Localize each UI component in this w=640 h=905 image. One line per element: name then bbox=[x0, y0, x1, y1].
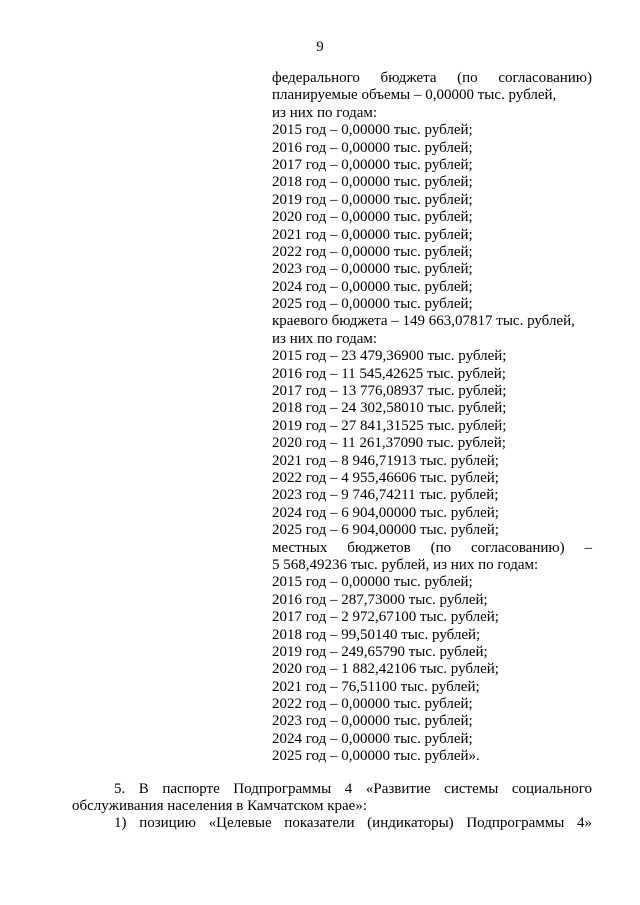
funding-line: 2020 год – 11 261,37090 тыс. рублей; bbox=[272, 435, 506, 452]
funding-line: 2023 год – 9 746,74211 тыс. рублей; bbox=[272, 487, 499, 504]
funding-line: 2021 год – 8 946,71913 тыс. рублей; bbox=[272, 452, 499, 469]
funding-line: 2015 год – 0,00000 тыс. рублей; bbox=[272, 122, 473, 139]
funding-column bbox=[272, 70, 592, 766]
paragraph-5-line-2: обслуживания населения в Камчатском крае»: bbox=[72, 798, 367, 815]
paragraph-5-1 bbox=[72, 815, 592, 832]
funding-line: 2016 год – 287,73000 тыс. рублей; bbox=[272, 591, 488, 608]
funding-line: 2021 год – 0,00000 тыс. рублей; bbox=[272, 226, 473, 243]
paragraph-5-line-1: 5. В паспорте Подпрограммы 4 «Развитие системы социального bbox=[114, 781, 592, 797]
funding-line: 2021 год – 76,51100 тыс. рублей; bbox=[272, 678, 480, 695]
funding-line: 2025 год – 6 904,00000 тыс. рублей; bbox=[272, 522, 499, 539]
funding-line: планируемые объемы – 0,00000 тыс. рублей, bbox=[272, 87, 557, 104]
funding-line: 2022 год – 0,00000 тыс. рублей; bbox=[272, 243, 473, 260]
funding-line: 2024 год – 0,00000 тыс. рублей; bbox=[272, 278, 473, 295]
funding-line: 2018 год – 0,00000 тыс. рублей; bbox=[272, 174, 473, 191]
funding-line-regional-heading: краевого бюджета – 149 663,07817 тыс. рублей, bbox=[272, 313, 575, 330]
funding-line: 2025 год – 0,00000 тыс. рублей». bbox=[272, 748, 480, 765]
funding-line: 2017 год – 2 972,67100 тыс. рублей; bbox=[272, 609, 499, 626]
funding-line: 2017 год – 0,00000 тыс. рублей; bbox=[272, 156, 473, 173]
funding-line: 5 568,49236 тыс. рублей, из них по годам: bbox=[272, 556, 539, 573]
funding-line-local-heading: местных бюджетов (по согласованию) – bbox=[272, 539, 592, 556]
funding-line: 2024 год – 0,00000 тыс. рублей; bbox=[272, 730, 473, 747]
funding-line: 2020 год – 0,00000 тыс. рублей; bbox=[272, 209, 473, 226]
funding-line: 2019 год – 0,00000 тыс. рублей; bbox=[272, 191, 473, 208]
funding-line: 2023 год – 0,00000 тыс. рублей; bbox=[272, 713, 473, 730]
funding-line: 2025 год – 0,00000 тыс. рублей; bbox=[272, 296, 473, 313]
funding-line: 2022 год – 4 955,46606 тыс. рублей; bbox=[272, 469, 499, 486]
paragraph-5 bbox=[72, 781, 592, 816]
funding-line: 2016 год – 0,00000 тыс. рублей; bbox=[272, 139, 473, 156]
paragraph-5-1-line-1: 1) позицию «Целевые показатели (индикаторы) Подпрограммы 4» bbox=[114, 815, 592, 831]
funding-line: 2022 год – 0,00000 тыс. рублей; bbox=[272, 696, 473, 713]
funding-line: 2017 год – 13 776,08937 тыс. рублей; bbox=[272, 383, 507, 400]
funding-line: из них по годам: bbox=[272, 330, 378, 347]
funding-line: 2019 год – 27 841,31525 тыс. рублей; bbox=[272, 417, 507, 434]
funding-line: 2015 год – 0,00000 тыс. рублей; bbox=[272, 574, 473, 591]
funding-line-federal-heading: федерального бюджета (по согласованию) bbox=[272, 70, 592, 86]
funding-line: 2024 год – 6 904,00000 тыс. рублей; bbox=[272, 504, 499, 521]
funding-line: 2018 год – 24 302,58010 тыс. рублей; bbox=[272, 400, 507, 417]
page-number: 9 bbox=[316, 39, 324, 55]
funding-line: 2015 год – 23 479,36900 тыс. рублей; bbox=[272, 348, 507, 365]
funding-line: 2023 год – 0,00000 тыс. рублей; bbox=[272, 261, 473, 278]
funding-line: 2018 год – 99,50140 тыс. рублей; bbox=[272, 626, 481, 643]
funding-line: 2016 год – 11 545,42625 тыс. рублей; bbox=[272, 365, 506, 382]
funding-line: 2020 год – 1 882,42106 тыс. рублей; bbox=[272, 661, 499, 678]
funding-line: 2019 год – 249,65790 тыс. рублей; bbox=[272, 643, 488, 660]
funding-line: из них по годам: bbox=[272, 104, 378, 121]
